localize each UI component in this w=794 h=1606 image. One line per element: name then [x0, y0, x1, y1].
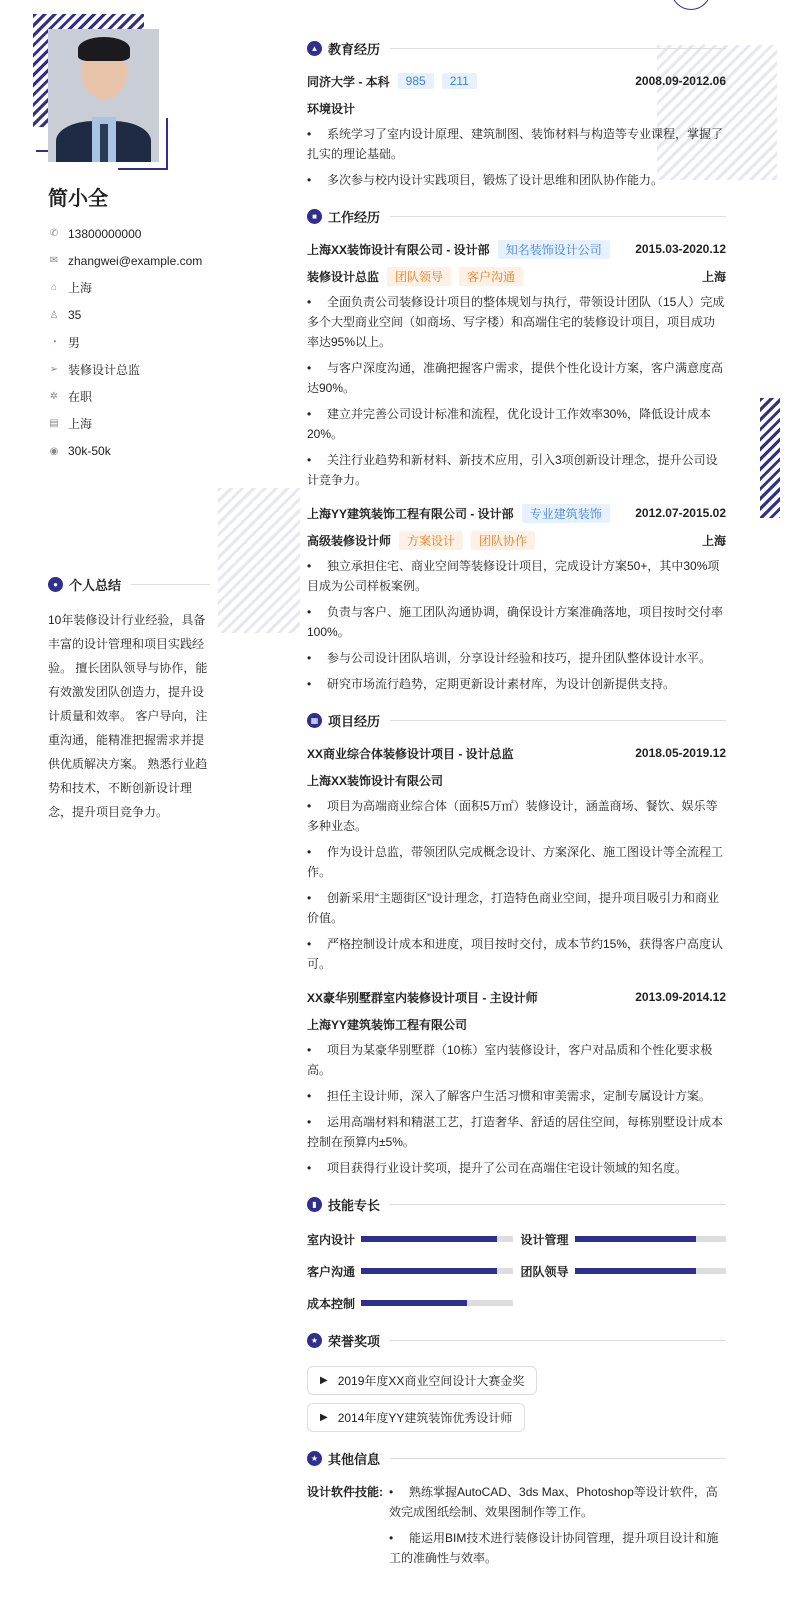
skills-section [307, 1194, 726, 1314]
company: 上海YY建筑装饰工程有限公司 - 设计部 [307, 506, 514, 521]
section-header [307, 1194, 726, 1214]
section-title: 工作经历 [328, 209, 381, 225]
main-column [307, 38, 726, 1590]
tag: 团队领导 [387, 267, 451, 286]
bullet: • 多次参与校内设计实践项目，锻炼了设计思维和团队协作能力。 [307, 170, 726, 190]
bullet: • 与客户深度沟通，准确把握客户需求，提供个性化设计方案，客户满意度高达90%。 [307, 358, 726, 398]
section-header [307, 710, 726, 730]
divider [390, 48, 726, 49]
skill-bar [361, 1268, 513, 1274]
info-text: 上海 [68, 417, 93, 432]
bullet: • 熟练掌握AutoCAD、3ds Max、Photoshop等设计软件，高效完成图纸绘制、效果图制作等工作。 [389, 1482, 726, 1522]
skills-grid [307, 1228, 726, 1314]
status-icon: ✲ [49, 391, 59, 403]
date: 2008.09-2012.06 [635, 74, 726, 88]
tag: 方案设计 [399, 531, 463, 550]
date: 2013.09-2014.12 [635, 990, 726, 1004]
divider [390, 1340, 726, 1341]
skill-bar-fill [361, 1268, 497, 1274]
skill-item [307, 1260, 513, 1282]
project-name: XX商业综合体装修设计项目 - 设计总监 [307, 746, 514, 761]
user-icon: ● [48, 577, 63, 592]
company: 上海XX装饰设计有限公司 [307, 773, 444, 788]
divider [131, 584, 210, 585]
section-title: 荣誉奖项 [328, 1333, 381, 1349]
award-item [307, 1366, 537, 1395]
bullet: • 系统学习了室内设计原理、建筑制图、装饰材料与构造等专业课程，掌握了扎实的理论基础。 [307, 124, 726, 164]
candidate-name: 简小全 [48, 188, 108, 210]
skill-bar-fill [575, 1236, 696, 1242]
bullet: • 全面负责公司装修设计项目的整体规划与执行，带领设计团队（15人）完成多个大型商业空间（如商场、写字楼）和高端住宅的装修设计项目，项目成功率达95%以上。 [307, 292, 726, 352]
bullet: • 能运用BIM技术进行装修设计协同管理，提升项目设计和施工的准确性与效率。 [389, 1528, 726, 1568]
section-header [48, 574, 210, 594]
bullet: • 严格控制设计成本和进度，项目按时交付，成本节约15%，获得客户高度认可。 [307, 934, 726, 974]
skill-bar [575, 1236, 727, 1242]
skill-item [307, 1228, 513, 1250]
phone-icon: ✆ [49, 228, 59, 240]
bullet: • 创新采用“主题街区”设计理念，打造特色商业空间，提升项目吸引力和商业价值。 [307, 888, 726, 928]
info-text: 30k-50k [68, 444, 111, 459]
divider [390, 1204, 726, 1205]
tag: 团队协作 [471, 531, 535, 550]
skill-bar-fill [361, 1300, 467, 1306]
bullet: • 运用高端材料和精湛工艺，打造奢华、舒适的居住空间，每栋别墅设计成本控制在预算内±5%。 [307, 1112, 726, 1152]
summary-section [48, 574, 210, 824]
info-icon: ★ [307, 1451, 322, 1466]
date: 2018.05-2019.12 [635, 746, 726, 760]
divider [390, 720, 726, 721]
info-age [48, 302, 248, 329]
skill-bar [361, 1236, 513, 1242]
graduation-cap-icon: ▲ [307, 41, 322, 56]
skill-name: 设计管理 [520, 1232, 569, 1247]
info-gender [48, 329, 248, 356]
decor-stripes [218, 488, 300, 633]
job-entry [307, 502, 726, 694]
awards-section [307, 1330, 726, 1432]
info-salary [48, 438, 248, 465]
company: 上海YY建筑装饰工程有限公司 [307, 1017, 468, 1032]
job-entry [307, 238, 726, 490]
education-entry [307, 70, 726, 190]
mail-icon: ✉ [49, 255, 59, 267]
home-icon: ⌂ [50, 282, 58, 294]
bullet: • 独立承担住宅、商业空间等装修设计项目，完成设计方案50+，其中30%项目成为公司样板案例。 [307, 556, 726, 596]
decor-stripes [760, 398, 780, 518]
skill-name: 室内设计 [307, 1232, 356, 1247]
project-entry [307, 986, 726, 1178]
info-status [48, 383, 248, 410]
skill-name: 客户沟通 [307, 1264, 356, 1279]
bullet: • 参与公司设计团队培训，分享设计经验和技巧，提升团队整体设计水平。 [307, 648, 726, 668]
avatar [48, 29, 159, 162]
building-icon: ▤ [49, 418, 59, 430]
bullet: • 作为设计总监，带领团队完成概念设计、方案深化、施工图设计等全流程工作。 [307, 842, 726, 882]
tag: 客户沟通 [459, 267, 523, 286]
award-text: 2014年度YY建筑装饰优秀设计师 [337, 1411, 513, 1425]
major: 环境设计 [307, 101, 356, 116]
info-text: zhangwei@example.com [68, 253, 203, 268]
contact-info [48, 220, 248, 465]
triangle-icon: ▶ [320, 1412, 328, 1423]
info-text: 装修设计总监 [68, 363, 141, 378]
bullet: • 关注行业趋势和新材料、新技术应用，引入3项创新设计理念，提升公司设计竞争力。 [307, 450, 726, 490]
award-item [307, 1403, 525, 1432]
divider [390, 216, 726, 217]
tag: 985 [398, 73, 434, 89]
triangle-icon: ▶ [320, 1375, 328, 1386]
salary-icon: ◉ [49, 445, 59, 457]
grid-icon: ▦ [307, 713, 322, 728]
skill-bar [361, 1300, 513, 1306]
info-position [48, 356, 248, 383]
send-icon: ➢ [49, 364, 59, 376]
section-header [307, 206, 726, 226]
skill-name: 成本控制 [307, 1296, 356, 1311]
info-city [48, 410, 248, 437]
date: 2012.07-2015.02 [635, 506, 726, 520]
company: 上海XX装饰设计有限公司 - 设计部 [307, 242, 490, 257]
skill-bar-fill [361, 1236, 497, 1242]
bullet: • 负责与客户、施工团队沟通协调，确保设计方案准确落地，项目按时交付率100%。 [307, 602, 726, 642]
section-title: 其他信息 [328, 1451, 381, 1467]
bullet: • 项目获得行业设计奖项，提升了公司在高端住宅设计领域的知名度。 [307, 1158, 726, 1178]
projects-section [307, 710, 726, 1178]
info-location [48, 274, 248, 301]
bullet: • 项目为高端商业综合体（面积5万㎡）装修设计，涵盖商场、餐饮、娱乐等多种业态。 [307, 796, 726, 836]
skill-item [307, 1292, 513, 1314]
position: 高级装修设计师 [307, 533, 392, 548]
age-icon: ♙ [49, 309, 59, 321]
bullet: • 项目为某豪华别墅群（10栋）室内装修设计，客户对品质和个性化要求极高。 [307, 1040, 726, 1080]
skill-bar-fill [575, 1268, 696, 1274]
tag: 211 [442, 73, 477, 89]
info-text: 在职 [68, 390, 93, 405]
bullet: • 担任主设计师，深入了解客户生活习惯和审美需求，定制专属设计方案。 [307, 1086, 726, 1106]
gender-icon: ◔ [50, 336, 58, 348]
info-text: 13800000000 [68, 226, 142, 241]
info-text: 35 [68, 308, 82, 323]
info-text: 男 [68, 335, 81, 350]
city: 上海 [701, 269, 726, 284]
info-phone [48, 220, 248, 247]
section-header [307, 1448, 726, 1468]
skill-name: 团队领导 [520, 1264, 569, 1279]
project-entry [307, 742, 726, 974]
info-text: 上海 [68, 281, 93, 296]
tag: 知名装饰设计公司 [498, 240, 610, 259]
date: 2015.03-2020.12 [635, 242, 726, 256]
education-section [307, 38, 726, 190]
section-title: 教育经历 [328, 41, 381, 57]
bullet: • 建立并完善公司设计标准和流程，优化设计工作效率30%，降低设计成本20%。 [307, 404, 726, 444]
school-name: 同济大学 - 本科 [307, 74, 390, 89]
briefcase-icon: ■ [307, 209, 322, 224]
award-text: 2019年度XX商业空间设计大赛金奖 [337, 1374, 525, 1388]
tag: 专业建筑装饰 [522, 504, 610, 523]
skill-item [521, 1228, 727, 1250]
project-name: XX豪华别墅群室内装修设计项目 - 主设计师 [307, 990, 538, 1005]
other-label: 设计软件技能: [307, 1485, 383, 1499]
other-section [307, 1448, 726, 1574]
section-title: 项目经历 [328, 713, 381, 729]
section-title: 个人总结 [69, 577, 122, 593]
divider [390, 1458, 726, 1459]
city: 上海 [701, 533, 726, 548]
bullet: • 研究市场流行趋势，定期更新设计素材库，为设计创新提供支持。 [307, 674, 726, 694]
decor-circle [671, 0, 711, 10]
position: 装修设计总监 [307, 269, 380, 284]
info-email [48, 247, 248, 274]
chart-icon: ▮ [307, 1197, 322, 1212]
summary-text: 10年装修设计行业经验，具备丰富的设计管理和项目实践经验。 擅长团队领导与协作，能有效激发团队创造力，提升设计质量和效率。 客户导向，注重沟通，能精准把握需求并提供优质解决方案。 熟悉行业趋势和技术，不断创新设计理念，提升项目竞争力。 [48, 613, 208, 819]
section-header [307, 1330, 726, 1350]
skill-item [521, 1260, 727, 1282]
section-title: 技能专长 [328, 1197, 381, 1213]
section-header [307, 38, 726, 58]
skill-bar [575, 1268, 727, 1274]
work-section [307, 206, 726, 694]
award-icon: ★ [307, 1333, 322, 1348]
